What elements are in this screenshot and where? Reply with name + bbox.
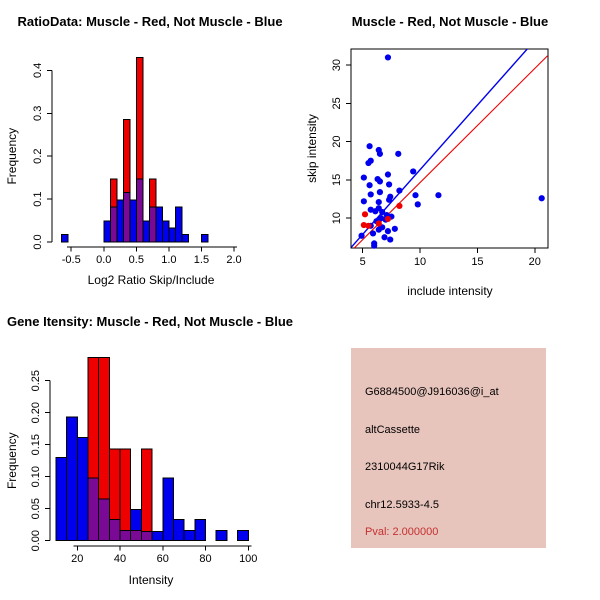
not-muscle-bar	[162, 221, 169, 242]
muscle-bar	[141, 449, 152, 541]
y-tick-label: 25	[331, 97, 343, 110]
x-axis-label	[129, 573, 174, 587]
y-tick-label: 0.00	[30, 529, 42, 552]
data-point-blue	[539, 195, 545, 201]
x-tick-label: 15	[471, 256, 484, 268]
svg-text:Frequency: Frequency	[5, 432, 19, 490]
y-axis	[346, 65, 351, 218]
overlap-bar	[110, 207, 117, 242]
not-muscle-bar	[61, 235, 68, 242]
x-tick-label: 10	[413, 256, 427, 268]
data-point-blue	[376, 199, 382, 205]
not-muscle-bar	[152, 532, 163, 541]
y-tick-label: 0.1	[32, 191, 44, 207]
genome-location-text: chr12.5933-4.5	[365, 499, 439, 511]
data-point-blue	[361, 174, 367, 180]
svg-text:Gene Itensity: Muscle - Red, N: Gene Itensity: Muscle - Red, Not Muscle - Blue	[6, 314, 294, 329]
y-axis-label	[5, 128, 19, 185]
data-point-blue	[361, 198, 367, 204]
y-axis-label	[305, 114, 319, 183]
data-point-blue	[392, 226, 398, 232]
chart-title	[352, 14, 548, 29]
chart-title	[17, 14, 282, 29]
y-tick-label: 30	[331, 58, 343, 72]
not-muscle-bar	[77, 438, 88, 541]
histogram-bars	[61, 58, 207, 242]
x-tick-label: -0.5	[61, 254, 81, 266]
gene-symbol-text: 2310044G17Rik	[365, 461, 445, 473]
not-muscle-bar	[195, 520, 206, 541]
y-tick-label: 15	[331, 173, 343, 187]
data-point-blue	[368, 191, 374, 197]
not-muscle-bar	[182, 235, 189, 242]
data-point-blue	[377, 151, 383, 157]
x-axis-label	[407, 284, 492, 298]
x-tick-label: 5	[359, 256, 366, 268]
overlap-bar	[136, 179, 143, 242]
x-tick-label: 20	[528, 256, 541, 268]
overlap-bar	[131, 530, 142, 540]
data-point-blue	[385, 171, 391, 177]
data-point-blue	[386, 197, 392, 203]
chart-title	[7, 314, 293, 329]
data-point-blue	[396, 187, 402, 193]
x-tick-label: 40	[113, 553, 127, 565]
not-muscle-bar	[173, 520, 184, 541]
gene-info-card	[351, 348, 546, 548]
y-tick-label: 0.15	[30, 433, 42, 456]
y-axis	[45, 381, 50, 541]
overlap-bar	[149, 207, 156, 242]
x-axis-label	[88, 273, 215, 287]
not-muscle-bar	[184, 530, 195, 540]
y-tick-label: 0.10	[30, 465, 42, 488]
y-tick-label: 0.0	[32, 234, 44, 250]
not-muscle-bar	[143, 221, 150, 242]
data-point-blue	[358, 233, 364, 239]
y-axis-label	[5, 432, 19, 489]
gene-intensity-histogram-panel	[0, 300, 300, 600]
data-point-blue	[372, 208, 378, 214]
overlap-bar	[88, 478, 99, 541]
data-point-blue	[387, 236, 393, 242]
data-point-blue	[435, 192, 441, 198]
data-point-blue	[366, 182, 372, 188]
y-tick-label: 0.20	[30, 401, 42, 424]
overlap-bar	[141, 532, 152, 541]
data-point-red	[396, 203, 402, 209]
y-tick-label: 0.2	[32, 148, 44, 164]
y-tick-label: 0.4	[32, 62, 44, 79]
data-point-blue	[377, 189, 383, 195]
y-tick-label: 20	[331, 135, 343, 148]
x-axis	[67, 247, 237, 252]
not-muscle-bar	[67, 417, 78, 541]
data-point-red	[385, 216, 391, 222]
data-point-blue	[395, 151, 401, 157]
data-point-blue	[412, 192, 418, 198]
not-muscle-bar	[104, 221, 111, 242]
svg-text:Log2 Ratio Skip/Include: Log2 Ratio Skip/Include	[87, 273, 215, 287]
data-point-blue	[385, 228, 391, 234]
data-point-red	[362, 211, 368, 217]
muscle-bar	[120, 449, 131, 541]
x-tick-label: 0.5	[128, 254, 144, 266]
intensity-scatter-panel	[300, 0, 600, 300]
y-axis	[47, 70, 52, 242]
data-point-blue	[410, 168, 416, 174]
x-tick-label: 2.0	[226, 254, 242, 266]
not-muscle-bar	[169, 228, 176, 242]
not-muscle-bar	[56, 458, 67, 541]
svg-text:skip intensity: skip intensity	[305, 114, 319, 183]
svg-text:Muscle - Red, Not Muscle - Blu: Muscle - Red, Not Muscle - Blue	[351, 14, 549, 29]
not-muscle-bar	[156, 207, 163, 242]
svg-text:RatioData: Muscle - Red, Not M: RatioData: Muscle - Red, Not Muscle - Blue	[17, 14, 283, 29]
x-axis	[73, 546, 251, 551]
overlap-bar	[99, 499, 110, 541]
x-tick-label: 20	[71, 553, 84, 565]
svg-text:Frequency: Frequency	[5, 127, 19, 185]
not-muscle-bar	[163, 478, 174, 541]
x-tick-label: 1.0	[161, 254, 177, 266]
data-point-blue	[385, 54, 391, 60]
data-point-blue	[415, 201, 421, 207]
data-point-blue	[365, 160, 371, 166]
x-tick-label: 0.0	[96, 254, 112, 266]
y-tick-label: 0.25	[30, 369, 42, 392]
not-muscle-bar	[117, 200, 124, 242]
x-tick-label: 80	[199, 553, 212, 565]
pval-text: Pval: 2.000000	[365, 526, 439, 538]
data-point-blue	[377, 178, 383, 184]
data-point-red	[376, 220, 382, 226]
data-point-blue	[370, 230, 376, 236]
svg-text:include intensity: include intensity	[407, 284, 493, 298]
splice-event-type-text: altCassette	[365, 424, 421, 436]
not-muscle-bar	[238, 530, 249, 540]
y-tick-label: 0.3	[32, 105, 44, 121]
x-tick-label: 60	[156, 553, 169, 565]
data-point-blue	[381, 234, 387, 240]
not-muscle-bar	[201, 235, 208, 242]
overlap-bar	[120, 530, 131, 540]
histogram-bars	[56, 358, 248, 541]
data-point-blue	[371, 243, 377, 249]
overlap-bar	[109, 520, 120, 541]
x-tick-label: 1.5	[193, 254, 210, 266]
probe-id-text: G6884500@J916036@i_at	[365, 386, 499, 398]
data-point-blue	[376, 227, 382, 233]
not-muscle-bar	[175, 207, 182, 242]
data-point-blue	[386, 181, 392, 187]
data-point-red	[365, 223, 371, 229]
data-point-blue	[366, 143, 372, 149]
x-axis	[363, 248, 535, 253]
not-muscle-bar	[130, 200, 137, 242]
ratio-histogram-panel	[0, 0, 300, 300]
y-tick-label: 10	[331, 212, 343, 225]
svg-text:Intensity: Intensity	[128, 573, 174, 587]
overlap-bar	[123, 193, 130, 242]
x-tick-label: 100	[239, 553, 258, 565]
y-tick-label: 0.05	[30, 497, 42, 520]
not-muscle-bar	[216, 530, 227, 540]
